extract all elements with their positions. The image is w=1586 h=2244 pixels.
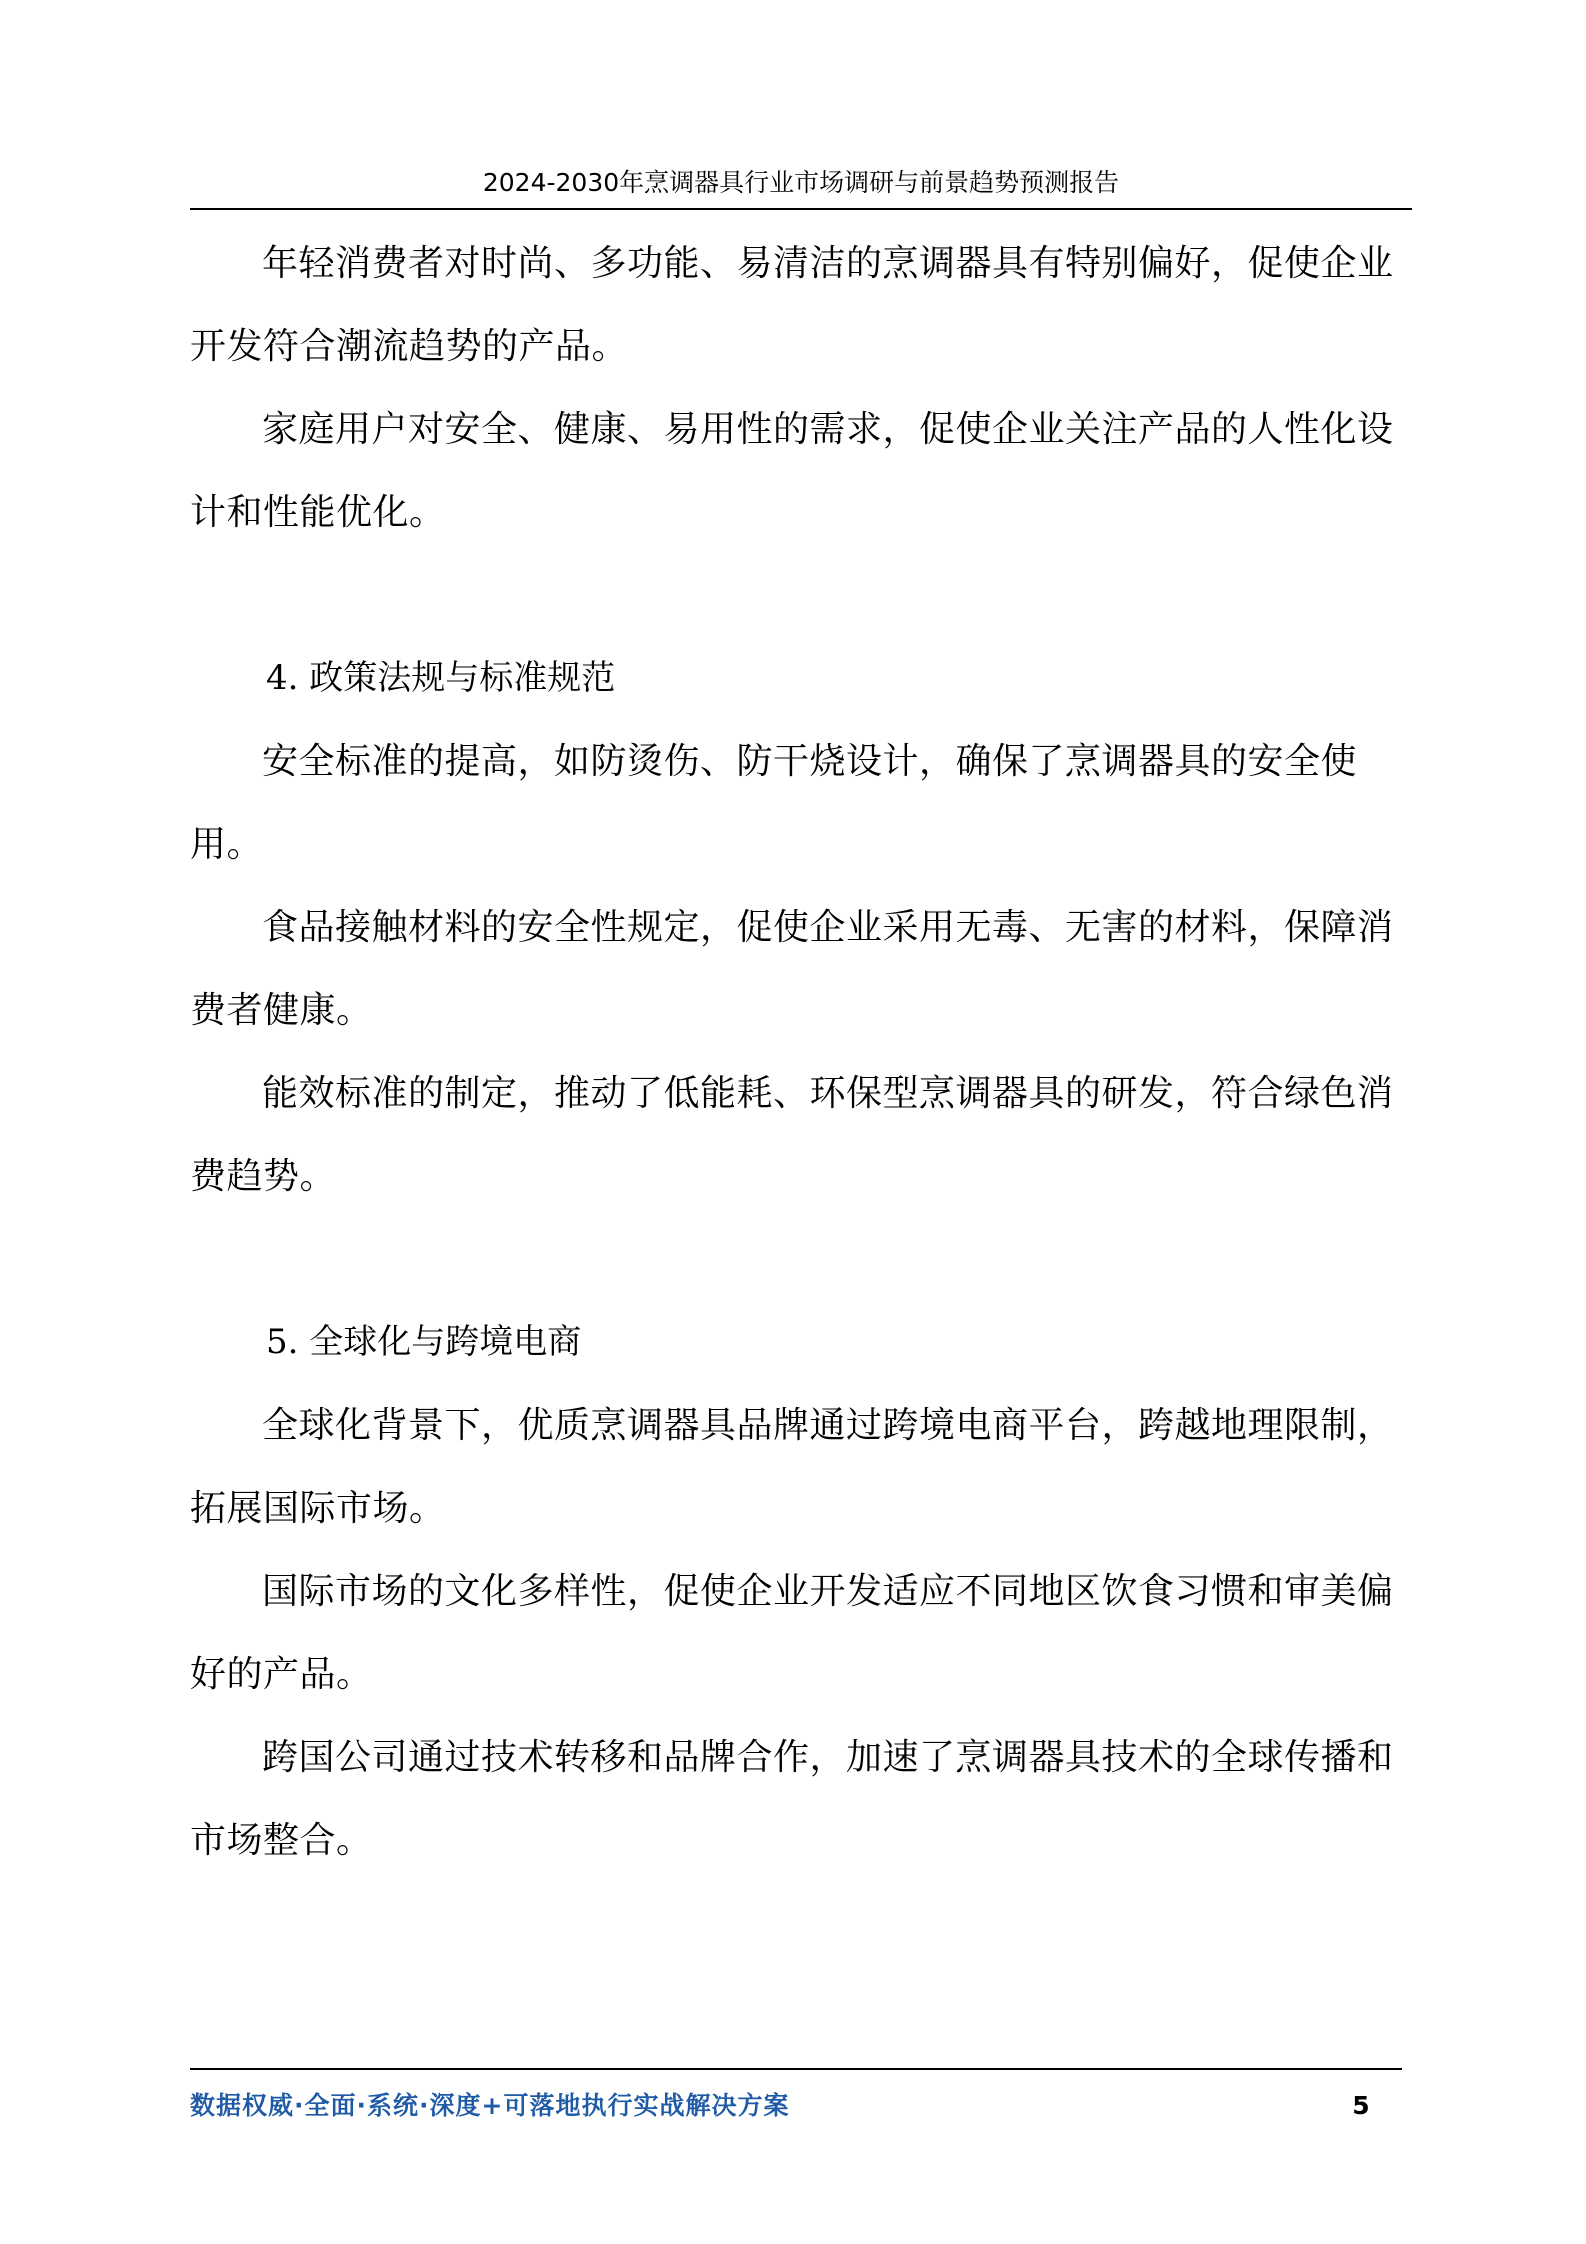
footer-slogan: 数据权威·全面·系统·深度+可落地执行实战解决方案 (190, 2091, 790, 2120)
footer-divider (190, 2068, 1402, 2070)
page-number: 5 (1352, 2091, 1370, 2120)
paragraph-technology-transfer: 跨国公司通过技术转移和品牌合作，加速了烹调器具技术的全球传播和市场整合。 (190, 1737, 1394, 1861)
paragraph-young-consumers: 年轻消费者对时尚、多功能、易清洁的烹调器具有特别偏好，促使企业开发符合潮流趋势的产品。 (190, 243, 1394, 367)
report-header-title: 2024-2030年烹调器具行业市场调研与前景趋势预测报告 (482, 168, 1120, 197)
header-divider (190, 208, 1412, 210)
paragraph-cross-border-ecommerce: 全球化背景下，优质烹调器具品牌通过跨境电商平台，跨越地理限制，拓展国际市场。 (190, 1405, 1394, 1529)
section-spacer (190, 554, 1402, 637)
paragraph-safety-standards: 安全标准的提高，如防烫伤、防干烧设计，确保了烹调器具的安全使用。 (190, 741, 1358, 865)
section-heading-globalization: 5. 全球化与跨境电商 (266, 1322, 582, 1362)
section-heading-policy: 4. 政策法规与标准规范 (266, 658, 616, 698)
document-body (190, 222, 1402, 1882)
paragraph-household-users: 家庭用户对安全、健康、易用性的需求，促使企业关注产品的人性化设计和性能优化。 (190, 409, 1394, 533)
paragraph-energy-standards: 能效标准的制定，推动了低能耗、环保型烹调器具的研发，符合绿色消费趋势。 (190, 1073, 1394, 1197)
section-spacer (190, 1218, 1402, 1301)
paragraph-cultural-diversity: 国际市场的文化多样性，促使企业开发适应不同地区饮食习惯和审美偏好的产品。 (190, 1571, 1394, 1695)
paragraph-food-contact-materials: 食品接触材料的安全性规定，促使企业采用无毒、无害的材料，保障消费者健康。 (190, 907, 1394, 1031)
